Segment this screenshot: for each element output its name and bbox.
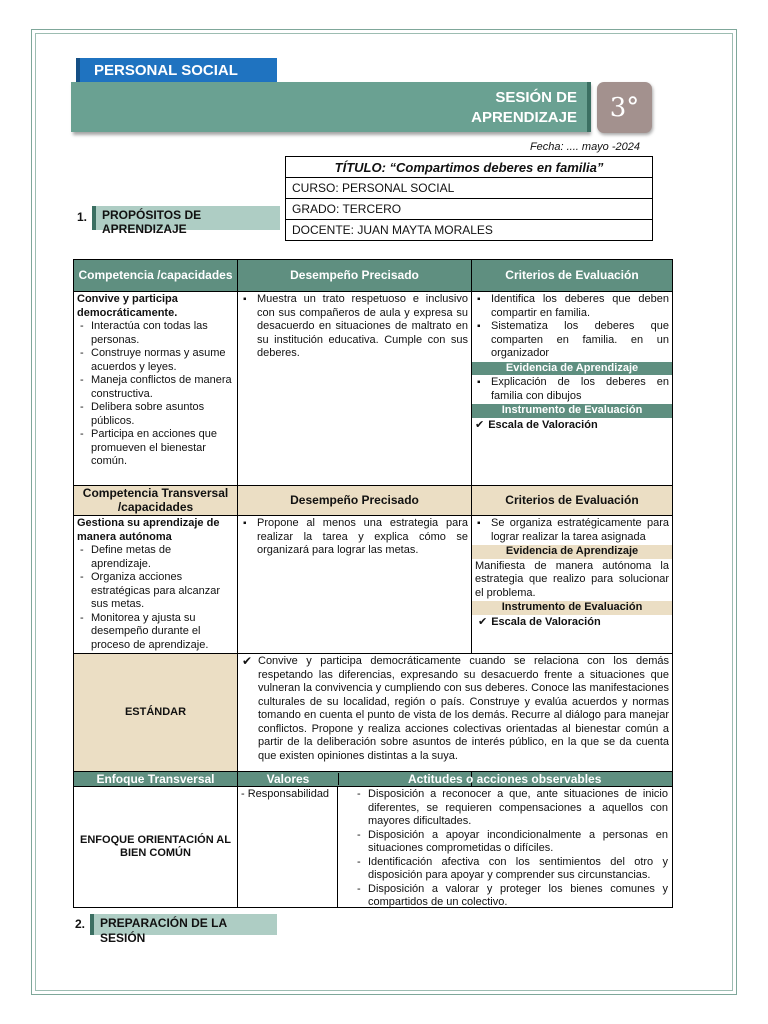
evidencia-text: ▪ Explicación de los deberes en familia con dibujos xyxy=(487,376,669,403)
grade-badge: 3° xyxy=(597,82,652,133)
competencia-transversal-title: Gestiona su aprendizaje de manera autónoma xyxy=(77,517,220,543)
enfoque-name: ENFOQUE ORIENTACIÓN AL BIEN COMÚN xyxy=(74,787,238,908)
header-criterios2: Criterios de Evaluación xyxy=(472,486,673,516)
session-title-line1: SESIÓN DE xyxy=(495,89,577,106)
header-actitudes-cont xyxy=(408,772,673,787)
capacidades-transversal-list xyxy=(77,544,234,652)
actitud-item: - Disposición a apoyar incondicionalmente a personas en situaciones comprometidas o difíciles. xyxy=(366,829,668,856)
session-title xyxy=(471,88,577,128)
capacidad-item: - Construye normas y asume acuerdos y leyes. xyxy=(89,347,234,374)
instrumento2-text: ✔ Escala de Valoración xyxy=(478,616,601,628)
capacidad-item: - Delibera sobre asuntos públicos. xyxy=(89,401,234,428)
actitud-item: - Disposición a valorar y proteger los bienes comunes y compartidos de un colectivo. xyxy=(366,883,668,910)
criterios-cell xyxy=(472,292,673,486)
session-docente: DOCENTE: JUAN MAYTA MORALES xyxy=(286,220,653,241)
criterio-item: ▪ Sistematiza los deberes que comparten en familia. en un organizador xyxy=(487,320,669,361)
estandar-label: ESTÁNDAR xyxy=(74,654,238,772)
desempeno-cell xyxy=(238,292,472,486)
section1-label: PROPÓSITOS DE APRENDIZAJE xyxy=(92,206,280,230)
valor-text: - Responsabilidad xyxy=(238,787,338,907)
actitud-item: - Identificación afectiva con los sentimientos del otro y disposición para apoyar y comprender sus circunstancias. xyxy=(366,856,668,883)
check-icon: ✔ xyxy=(242,654,253,668)
competencia-cell xyxy=(74,292,238,486)
session-title-line2: APRENDIZAJE xyxy=(471,109,577,126)
header-competencia: Competencia /capacidades xyxy=(74,260,238,292)
purposes-table xyxy=(73,259,673,908)
criterio-item: ▪ Identifica los deberes que deben compartir en familia. xyxy=(487,293,669,320)
header-valores: Valores xyxy=(238,773,339,785)
evidencia2-text: Manifiesta de manera autónoma la estrategia que realizo para solucionar el problema. xyxy=(475,559,669,599)
actitud-item: - Disposición a reconocer a que, ante situaciones de inicio diferentes, se requieren compensaciones a aquellos con mayores dificultades. xyxy=(366,788,668,829)
banner-edge xyxy=(587,82,591,132)
capacidades-list xyxy=(77,320,234,469)
capacidad-item: - Participa en acciones que promueven el bienestar común. xyxy=(89,428,234,469)
session-grado: GRADO: TERCERO xyxy=(286,199,653,220)
desempeno-text: ▪ Muestra un trato respetuoso e inclusivo con sus compañeros de aula y expresa su desacuerdo en situaciones de maltrato en su institución educativa. Cumple con sus deberes. xyxy=(253,293,468,361)
criterios2-cell xyxy=(472,516,673,654)
enfoque-detail-cell xyxy=(238,787,673,908)
desempeno2-cell xyxy=(238,516,472,654)
instrumento-text: ✔ Escala de Valoración xyxy=(475,419,598,431)
header-enfoque: Enfoque Transversal xyxy=(74,772,238,787)
section1-number: 1. xyxy=(77,210,88,224)
section2-number: 2. xyxy=(75,917,86,931)
capacidad-item: - Define metas de aprendizaje. xyxy=(89,544,234,571)
actitudes-list xyxy=(354,788,668,910)
session-curso: CURSO: PERSONAL SOCIAL xyxy=(286,178,653,199)
competencia-title: Convive y participa democráticamente. xyxy=(77,293,178,319)
session-banner xyxy=(71,82,589,132)
session-info-table xyxy=(285,156,653,241)
competencia-transversal-cell xyxy=(74,516,238,654)
evidencia2-header: Evidencia de Aprendizaje xyxy=(472,545,672,559)
capacidad-item: - Monitorea y ajusta su desempeño durante el proceso de aprendizaje. xyxy=(89,612,234,653)
estandar-text: Convive y participa democráticamente cuando se relaciona con los demás respetando las diferencias, expresando su desacuerdo frente a situaciones que vulneran la convivencia y cumpliendo con sus deberes. Conoce las manifestaciones culturales de su localidad, región o país. Construye y evalúa acuerdos y normas tomando en cuenta el punto de vista de los demás. Recurre al diálogo para manejar conflictos. Propone y realiza acciones colectivas orientadas al bienestar común a partir de la deliberación sobre asuntos de interés público, en la que se da cuenta que existen opiniones distintas a la suya. xyxy=(258,655,669,762)
criterio2-item: ▪ Se organiza estratégicamente para lograr realizar la tarea asignada xyxy=(487,517,669,544)
instrumento2-header: Instrumento de Evaluación xyxy=(472,601,672,615)
desempeno2-text: ▪ Propone al menos una estrategia para realizar la tarea y explica cómo se organizará para lograr las metas. xyxy=(253,517,468,558)
capacidad-item: - Organiza acciones estratégicas para alcanzar sus metas. xyxy=(89,571,234,612)
area-tag: PERSONAL SOCIAL xyxy=(76,58,277,82)
header-competencia-transversal: Competencia Transversal /capacidades xyxy=(74,486,238,516)
header-desempeno: Desempeño Precisado xyxy=(238,260,472,292)
instrumento-header: Instrumento de Evaluación xyxy=(472,404,672,418)
header-desempeno2: Desempeño Precisado xyxy=(238,486,472,516)
header-actitudes: Actitudes o acciones observables xyxy=(408,772,602,786)
capacidad-item: - Maneja conflictos de manera constructiva. xyxy=(89,374,234,401)
session-titulo: TÍTULO: “Compartimos deberes en familia” xyxy=(286,157,653,178)
date-line: Fecha: .... mayo -2024 xyxy=(529,141,640,153)
estandar-cell xyxy=(238,654,673,772)
section2-label: PREPARACIÓN DE LA SESIÓN xyxy=(90,914,277,935)
capacidad-item: - Interactúa con todas las personas. xyxy=(89,320,234,347)
evidencia-header: Evidencia de Aprendizaje xyxy=(472,362,672,376)
header-criterios: Criterios de Evaluación xyxy=(472,260,673,292)
